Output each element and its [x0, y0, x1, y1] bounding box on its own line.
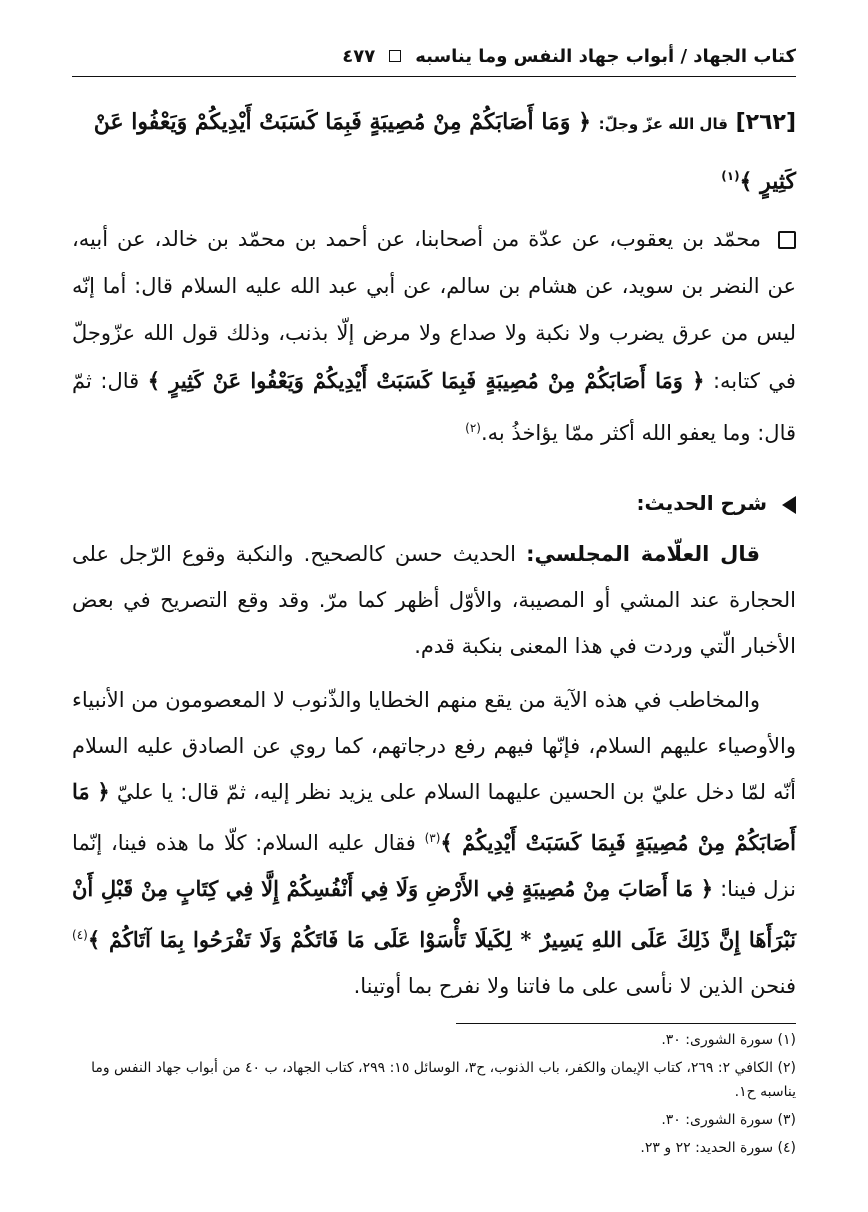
footnote: (٣) سورة الشورى: ٣٠.: [661, 1112, 796, 1129]
commentary-paragraph-1: [72, 531, 796, 669]
hadith-chain: محمّد بن يعقوب، عن عدّة من أصحابنا، عن أحمد بن محمّد بن خالد، عن أبيه، عن النضر بن سويد، عن هشام بن سالم، عن أبي عبد الله عليه السلام قال: أما إنّه ليس من عرق يضرب ولا نكبة ولا صداع ولا مرض إلّا بذنب، وذلك قول الله عزّوجلّ في كتابه:: [72, 227, 796, 394]
square-marker-icon: [778, 231, 796, 249]
commentary-text-2a: والمخاطب في هذه الآية من يقع منهم الخطايا والذّنوب لا المعصومون من الأنبياء والأوصياء عليهم السلام، فإنّها فيهم رفع درجاتهم، كما روي عن الصادق عليه السلام أنّه لمّا دخل عليّ بن الحسين عليهما السلام على يزيد نظر إليه، ثمّ قال: يا عليّ: [72, 688, 797, 805]
footnote-ref: (٢): [465, 421, 481, 436]
hadith-heading: [72, 96, 796, 208]
header-title: كتاب الجهاد / أبواب جهاد النفس وما يناسبه: [415, 45, 796, 67]
commentary-text-2b: فقال عليه السلام: كلّا ما هذه فينا، إنّما نزل فينا:: [72, 831, 796, 902]
footnote-ref: (١): [721, 169, 740, 183]
sharh-heading: [72, 483, 796, 523]
running-header: [72, 36, 796, 77]
footnote: (١) سورة الشورى: ٣٠.: [661, 1032, 796, 1049]
footnote-divider: [456, 1023, 796, 1024]
footnote: (٤) سورة الحديد: ٢٢ و ٢٣.: [640, 1140, 796, 1157]
quran-verse-inline: ﴿ مَا أَصَابَ مِنْ مُصِيبَةٍ فِي الأَرْضِ وَلَا فِي أَنْفُسِكُمْ إِلَّا فِي كِتَابٍ مِنْ قَبْلِ أَنْ نَبْرَأَهَا إِنَّ ذَلِكَ عَلَى اللهِ يَسِيرٌ * لِكَيلَا تَأْسَوْا عَلَى مَا فَاتَكُمْ وَلَا تَفْرَحُوا بِمَا آتَاكُمْ ﴾: [72, 876, 796, 953]
commentary-text-2c: فنحن الذين لا نأسى على ما فاتنا ولا نفرح بما أوتينا.: [353, 974, 796, 999]
footnote-ref: (٤): [72, 928, 88, 943]
footnote-ref: (٣): [424, 831, 441, 846]
footnote: (٢) الكافي ٢: ٢٦٩، كتاب الإيمان والكفر، باب الذنوب، ح٣، الوسائل ١٥: ٢٩٩، كتاب الجهاد، ب ٤٠ من أبواب جهاد النفس وما يناسبه ح١.: [91, 1060, 796, 1101]
hadith-intro: قال الله عزّ وجلّ:: [598, 115, 728, 133]
footnotes: [72, 1028, 796, 1160]
page-number: ٤٧٧: [342, 45, 376, 67]
quran-verse-inline: ﴿ وَمَا أَصَابَكُمْ مِنْ مُصِيبَةٍ فَبِمَا كَسَبَتْ أَيْدِيكُمْ وَيَعْفُوا عَنْ كَثِيرٍ ﴾: [147, 368, 705, 394]
quran-verse: ﴿ وَمَا أَصَابَكُمْ مِنْ مُصِيبَةٍ فَبِمَا كَسَبَتْ أَيْدِيكُمْ وَيَعْفُوا عَنْ كَثِيرٍ ﴾: [93, 109, 796, 195]
commentator-name: قال العلّامة المجلسي:: [526, 542, 760, 567]
triangle-pointer-icon: [782, 496, 796, 514]
quran-verse-inline: ﴿ مَا أَصَابَكُمْ مِنْ مُصِيبَةٍ فَبِمَا كَسَبَتْ أَيْدِيكُمْ ﴾: [72, 779, 796, 856]
hadith-conclusion: قال: ثمّ قال: وما يعفو الله أكثر ممّا يؤاخذُ به.: [72, 369, 796, 446]
commentary-paragraph-2: [72, 677, 796, 1009]
sharh-heading-text: شرح الحديث:: [636, 491, 768, 516]
page-content: [72, 96, 796, 1160]
hadith-number: [٢٦٢]: [735, 110, 796, 135]
square-icon: [389, 50, 401, 62]
commentary-text-1: الحديث حسن كالصحيح. والنكبة وقوع الرّجل على الحجارة عند المشي أو المصيبة، والأوّل أظهر كما مرّ. وقد وقع التصريح في بعض الأخبار الّتي وردت في هذا المعنى بنكبة قدم.: [72, 542, 796, 659]
hadith-text: [72, 216, 796, 457]
